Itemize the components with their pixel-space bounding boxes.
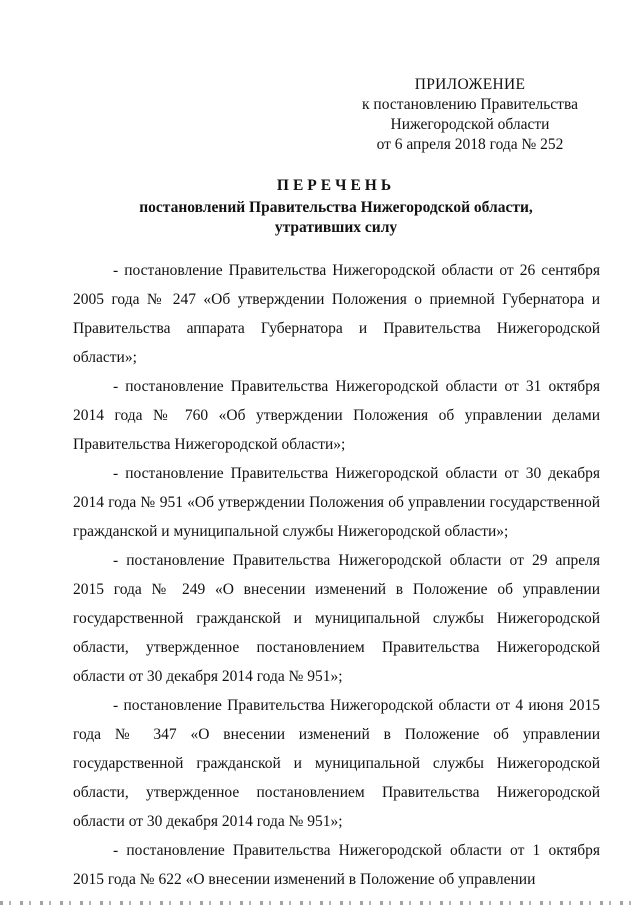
appendix-header	[340, 75, 600, 155]
resolutions-list	[73, 256, 600, 894]
appendix-date-number: от 6 апреля 2018 года № 252	[376, 136, 564, 153]
title-heading: ПЕРЕЧЕНЬ	[276, 177, 396, 194]
document-title	[0, 176, 640, 238]
list-item: - постановление Правительства Нижегородской области от 30 декабря 2014 года № 951 «Об утверждении Положения об управлении государственной гражданской и муниципальной службы Нижегородской области»;	[73, 465, 600, 540]
list-item: - постановление Правительства Нижегородской области от 29 апреля 2015 года № 249 «О внесении изменений в Положение об управлении государственной гражданской и муниципальной службы Нижегородской области, утвержденное постановлением Правительства Нижегородской области от 30 декабря 2014 года № 951»;	[73, 552, 600, 685]
title-line-1: постановлений Правительства Нижегородской области,	[139, 199, 533, 216]
list-item: - постановление Правительства Нижегородской области от 4 июня 2015 года № 347 «О внесении изменений в Положение об управлении государственной гражданской и муниципальной службы Нижегородской области, утвержденное постановлением Правительства Нижегородской области от 30 декабря 2014 года № 951»;	[73, 697, 600, 830]
list-item: - постановление Правительства Нижегородской области от 1 октября 2015 года № 622 «О внесении изменений в Положение об управлении	[73, 842, 600, 888]
scan-edge-artifact	[0, 901, 640, 905]
appendix-region: Нижегородской области	[390, 116, 550, 133]
appendix-reference: к постановлению Правительства	[362, 96, 578, 113]
title-line-2: утративших силу	[274, 219, 398, 236]
list-item: - постановление Правительства Нижегородской области от 31 октября 2014 года № 760 «Об утверждении Положения об управлении делами Правительства Нижегородской области»;	[73, 378, 600, 453]
appendix-label: ПРИЛОЖЕНИЕ	[414, 76, 526, 93]
list-item: - постановление Правительства Нижегородской области от 26 сентября 2005 года № 247 «Об утверждении Положения о приемной Губернатора и Правительства аппарата Губернатора и Правительства Нижегородской области»;	[73, 262, 600, 366]
